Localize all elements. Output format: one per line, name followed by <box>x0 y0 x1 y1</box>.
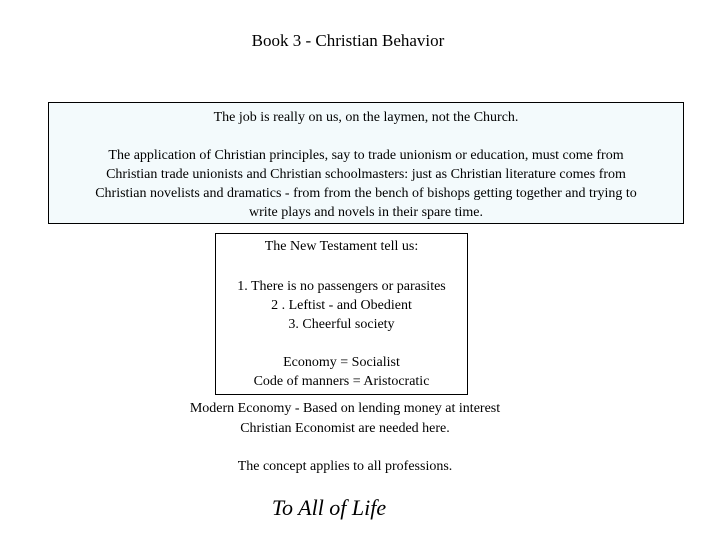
paragraph-line: Christian novelists and dramatics - from from the bench of bishops getting together and trying to <box>95 186 637 201</box>
christian-economist-text: Christian Economist are needed here. <box>240 421 450 436</box>
list-item: 2 . Leftist - and Obedient <box>271 298 412 313</box>
professions-text: The concept applies to all professions. <box>237 459 453 474</box>
new-testament-box <box>215 233 468 395</box>
paragraph-line: The application of Christian principles, say to trade unionism or education, must come from <box>108 148 624 163</box>
closing-heading: To All of Life <box>271 495 387 520</box>
laymen-statement: The job is really on us, on the laymen, not the Church. <box>213 110 519 125</box>
economy-line: Economy = Socialist <box>283 355 400 370</box>
application-paragraph <box>49 146 683 222</box>
list-item: 3. Cheerful society <box>288 317 395 332</box>
paragraph-line: write plays and novels in their spare time. <box>248 205 484 220</box>
new-testament-heading: The New Testament tell us: <box>264 239 419 254</box>
laymen-text-box <box>48 102 684 224</box>
slide-title: Book 3 - Christian Behavior <box>251 31 445 50</box>
manners-line: Code of manners = Aristocratic <box>253 374 430 389</box>
list-item: 1. There is no passengers or parasites <box>237 279 446 294</box>
paragraph-line: Christian trade unionists and Christian schoolmasters: just as Christian literature comes from <box>106 167 626 182</box>
modern-economy-text: Modern Economy - Based on lending money at interest <box>189 401 501 416</box>
